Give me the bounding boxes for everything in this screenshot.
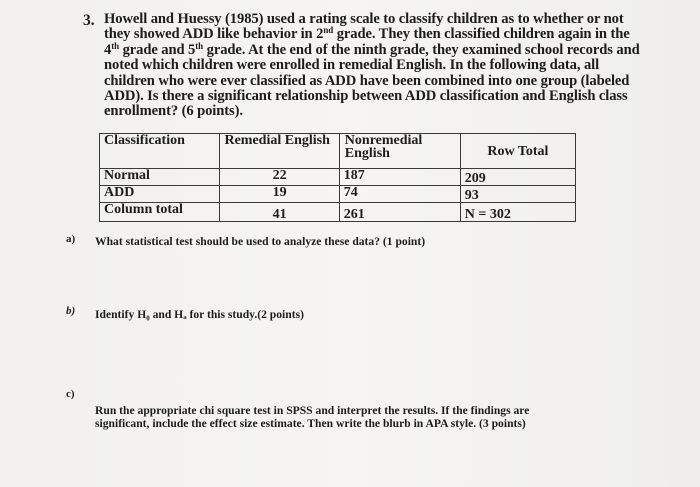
table-row	[100, 186, 576, 203]
question-line-7: enrollment? (6 points).	[104, 103, 243, 120]
header-row-total-text: Row Total	[487, 143, 549, 159]
table-header-row	[100, 134, 576, 169]
question-line-4: noted which children were enrolled in remedial English. In the following data, all	[104, 57, 600, 74]
part-c-line-2: significant, include the effect size estimate. Then write the blurb in APA style. (3 points)	[95, 417, 526, 430]
question-line-3-b: grade and 5	[119, 41, 196, 58]
part-c-label: c)	[66, 388, 75, 400]
cell-column-total: Column total	[100, 203, 220, 222]
cell-normal-total: 209	[460, 169, 575, 186]
cell-add: ADD	[100, 186, 220, 203]
part-a-label: a)	[66, 233, 76, 245]
question-line-3-a: 4	[104, 41, 112, 58]
question-line-2-post: grade. They then classified children again in the	[333, 26, 630, 43]
question-line-2-pre: they showed ADD like behavior in 2	[104, 26, 324, 43]
table-row	[100, 169, 576, 186]
question-line-1: Howell and Huessy (1985) used a rating scale to classify children as to whether or not	[104, 11, 624, 27]
cell-normal-nonremedial: 187	[339, 169, 460, 186]
cell-column-total-remedial: 41	[220, 203, 339, 222]
header-remedial-english: Remedial English	[220, 134, 339, 169]
question-line-6: ADD). Is there a significant relationship between ADD classification and English class	[104, 88, 628, 105]
cell-column-total-nonremedial: 261	[339, 203, 460, 222]
header-nonremedial-text: Nonremedial English	[344, 133, 423, 161]
cell-grand-total: N = 302	[460, 203, 575, 222]
header-row-total	[460, 134, 575, 169]
contingency-table	[99, 133, 576, 222]
question-line-3-c: grade. At the end of the ninth grade, they examined school records and	[203, 41, 640, 58]
question-line-2-sup: nd	[323, 25, 334, 36]
part-c-line-1: Run the appropriate chi square test in SPSS and interpret the results. If the findings are	[95, 404, 530, 417]
cell-add-nonremedial: 74	[339, 186, 460, 203]
cell-add-remedial: 19	[220, 186, 339, 203]
question-line-3-sup1: th	[111, 40, 120, 51]
question-line-5: children who were ever classified as ADD have been combined into one group (labeled	[104, 72, 630, 89]
question-number: 3.	[83, 12, 95, 29]
part-a-text: What statistical test should be used to analyze these data? (1 point)	[95, 235, 426, 248]
table-row	[100, 203, 576, 222]
part-b-label: b)	[66, 305, 76, 317]
header-classification: Classification	[100, 134, 220, 169]
cell-normal: Normal	[100, 169, 220, 186]
header-nonremedial-english	[339, 134, 460, 169]
question-line-3	[104, 40, 644, 58]
cell-normal-remedial: 22	[220, 169, 339, 186]
part-b-text: Identify H₀ and Hₐ for this study.(2 points)	[95, 308, 304, 321]
cell-add-total: 93	[460, 186, 575, 203]
question-line-2	[104, 27, 644, 42]
question-line-3-sup2: th	[195, 40, 204, 51]
question-text	[104, 12, 644, 120]
